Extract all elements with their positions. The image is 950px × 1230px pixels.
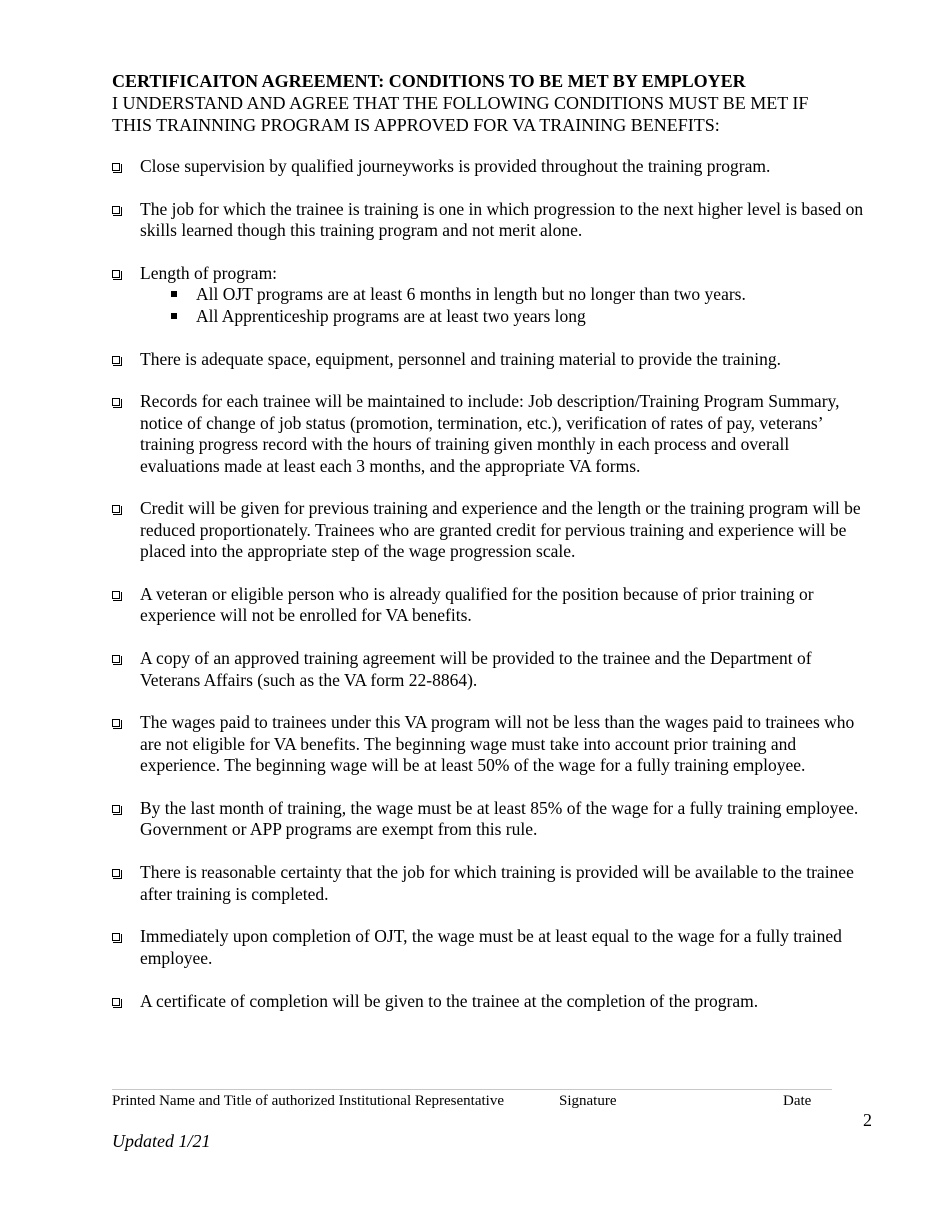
date-label: Date	[783, 1093, 812, 1109]
condition-item	[112, 712, 872, 776]
signature-label: Signature	[559, 1093, 617, 1109]
checkbox-icon[interactable]	[112, 933, 120, 941]
condition-text: There is adequate space, equipment, personnel and training material to provide the training.	[140, 348, 781, 369]
checkbox-icon[interactable]	[112, 655, 120, 663]
sublist-item-text: All Apprenticeship programs are at least two years long	[196, 305, 586, 326]
condition-item	[112, 648, 872, 691]
condition-item	[112, 199, 872, 242]
checkbox-icon[interactable]	[112, 719, 120, 727]
condition-text: Credit will be given for previous training and experience and the length or the training program will be reduced proportionately. Trainees who are granted credit for pervious training and experience will be placed into the appropriate step of the wage progression scale.	[140, 498, 861, 562]
checkbox-icon[interactable]	[112, 398, 120, 406]
agreement-title: CERTIFICAITON AGREEMENT: CONDITIONS TO BE MET BY EMPLOYER	[112, 71, 746, 91]
sublist-item	[140, 284, 872, 305]
program-length-sublist	[140, 284, 872, 327]
condition-item	[112, 584, 872, 627]
condition-text: By the last month of training, the wage must be at least 85% of the wage for a fully training employee. Government or APP programs are exempt from this rule.	[140, 798, 859, 840]
checkbox-icon[interactable]	[112, 591, 120, 599]
checkbox-icon[interactable]	[112, 505, 120, 513]
agreement-intro-line-2: THIS TRAINNING PROGRAM IS APPROVED FOR VA TRAINING BENEFITS:	[112, 115, 720, 135]
condition-text: Immediately upon completion of OJT, the wage must be at least equal to the wage for a fully trained employee.	[140, 926, 842, 968]
condition-text: A certificate of completion will be given to the trainee at the completion of the program.	[140, 990, 759, 1011]
updated-date: Updated 1/21	[112, 1131, 211, 1151]
square-bullet-icon	[171, 291, 177, 297]
condition-text: There is reasonable certainty that the job for which training is provided will be available to the trainee after training is completed.	[140, 862, 854, 904]
checkbox-icon[interactable]	[112, 163, 120, 171]
printed-name-label: Printed Name and Title of authorized Institutional Representative	[112, 1093, 504, 1109]
condition-text: The job for which the trainee is training is one in which progression to the next higher level is based on skills learned though this training program and not merit alone.	[140, 198, 864, 241]
checkbox-icon[interactable]	[112, 356, 120, 364]
condition-item	[112, 263, 872, 327]
sublist-item	[140, 306, 872, 327]
condition-text: A copy of an approved training agreement will be provided to the trainee and the Department of Veterans Affairs (such as the VA form 22-8864).	[140, 648, 812, 690]
agreement-intro-line-1: I UNDERSTAND AND AGREE THAT THE FOLLOWING CONDITIONS MUST BE MET IF	[112, 93, 809, 113]
condition-item	[112, 991, 872, 1012]
condition-text: Length of program:	[140, 263, 278, 283]
condition-item	[112, 391, 872, 477]
checkbox-icon[interactable]	[112, 206, 120, 214]
condition-item	[112, 498, 872, 562]
condition-item	[112, 798, 872, 841]
checkbox-icon[interactable]	[112, 869, 120, 877]
condition-text: Close supervision by qualified journeyworks is provided throughout the training program.	[140, 156, 771, 176]
condition-text: Records for each trainee will be maintained to include: Job description/Training Program Summary, notice of change of job status (promotion, termination, etc.), verification of rates of pay, veterans’ training progress record with the hours of training given monthly in each process and overall evaluations made at least each 3 months, and the appropriate VA forms.	[140, 391, 840, 476]
condition-item	[112, 349, 872, 370]
condition-item	[112, 862, 872, 905]
signature-line[interactable]	[112, 1089, 832, 1090]
sublist-item-text: All OJT programs are at least 6 months in length but no longer than two years.	[196, 284, 746, 305]
conditions-list	[112, 156, 872, 1033]
condition-text: The wages paid to trainees under this VA program will not be less than the wages paid to trainees who are not eligible for VA benefits. The beginning wage must take into account prior training and experience. The beginning wage will be at least 50% of the wage for a fully training employee.	[140, 712, 855, 776]
checkbox-icon[interactable]	[112, 270, 120, 278]
condition-text: A veteran or eligible person who is already qualified for the position because of prior training or experience will not be enrolled for VA benefits.	[140, 584, 814, 626]
page-number: 2	[863, 1110, 872, 1130]
condition-item	[112, 926, 872, 969]
agreement-heading	[112, 70, 892, 136]
square-bullet-icon	[171, 313, 177, 319]
condition-item	[112, 156, 872, 177]
checkbox-icon[interactable]	[112, 805, 120, 813]
checkbox-icon[interactable]	[112, 998, 120, 1006]
